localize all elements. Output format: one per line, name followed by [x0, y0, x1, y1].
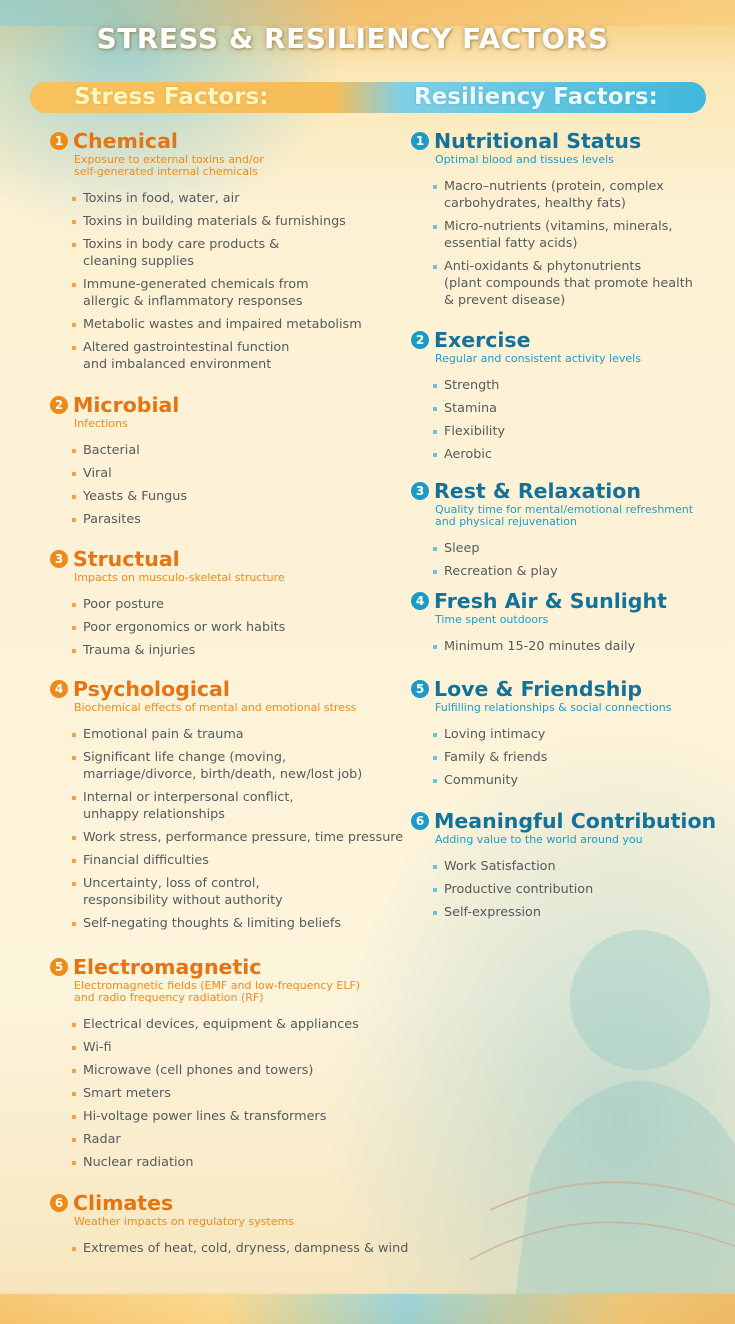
resiliency-section [411, 676, 711, 795]
resiliency-section [411, 588, 711, 661]
section-title: Chemical [73, 129, 178, 153]
bottom-color-band [0, 1294, 735, 1324]
section-subtitle: Time spent outdoors [435, 613, 549, 626]
list-item: Significant life change (moving, marriage/divorce, birth/death, new/lost job) [50, 749, 410, 783]
list-item: Parasites [50, 511, 410, 528]
list-item: Minimum 15-20 minutes daily [411, 638, 711, 655]
section-heading [411, 327, 711, 353]
list-item: Smart meters [50, 1085, 410, 1102]
list-item: Electrical devices, equipment & appliances [50, 1016, 410, 1033]
list-item: Self-expression [411, 904, 711, 921]
list-item: Extremes of heat, cold, dryness, dampness & wind [50, 1240, 410, 1257]
list-item: Uncertainty, loss of control, responsibility without authority [50, 875, 410, 909]
section-title: Exercise [434, 328, 531, 352]
section-heading [50, 954, 410, 980]
section-heading [411, 676, 711, 702]
section-subtitle: Biochemical effects of mental and emotional stress [74, 701, 357, 714]
list-item: Financial difficulties [50, 852, 410, 869]
stress-section [50, 954, 410, 1177]
list-item: Trauma & injuries [50, 642, 410, 659]
section-subtitle: Optimal blood and tissues levels [435, 153, 614, 166]
stress-section [50, 128, 410, 379]
list-item: Micro-nutrients (vitamins, minerals, essential fatty acids) [411, 218, 711, 252]
resiliency-section [411, 808, 717, 927]
list-item: Self-negating thoughts & limiting beliefs [50, 915, 410, 932]
stress-section [50, 392, 410, 534]
factor-list [411, 726, 711, 789]
list-item: Microwave (cell phones and towers) [50, 1062, 410, 1079]
section-title: Psychological [73, 677, 230, 701]
section-heading [50, 546, 410, 572]
section-title: Microbial [73, 393, 180, 417]
section-number-badge: 6 [50, 1194, 68, 1212]
list-item: Stamina [411, 400, 711, 417]
list-item: Immune-generated chemicals from allergic & inflammatory responses [50, 276, 410, 310]
section-number-badge: 6 [411, 812, 429, 830]
stress-section [50, 676, 410, 938]
list-item: Loving intimacy [411, 726, 711, 743]
section-heading [411, 128, 711, 154]
section-subtitle: Quality time for mental/emotional refreshment and physical rejuvenation [435, 503, 694, 528]
factor-list [50, 596, 410, 659]
factor-list [50, 190, 410, 373]
list-item: Hi-voltage power lines & transformers [50, 1108, 410, 1125]
list-item: Poor posture [50, 596, 410, 613]
list-item: Flexibility [411, 423, 711, 440]
factor-list [50, 442, 410, 528]
section-subtitle: Electromagnetic fields (EMF and low-frequency ELF) and radio frequency radiation (RF) [74, 979, 361, 1004]
factor-list [50, 1240, 410, 1257]
list-item: Community [411, 772, 711, 789]
section-heading [50, 128, 410, 154]
resiliency-section [411, 128, 711, 315]
list-item: Wi-fi [50, 1039, 410, 1056]
section-number-badge: 1 [50, 132, 68, 150]
factor-list [411, 178, 711, 309]
list-item: Radar [50, 1131, 410, 1148]
list-item: Anti-oxidants & phytonutrients (plant compounds that promote health & prevent disease) [411, 258, 711, 309]
list-item: Sleep [411, 540, 711, 557]
section-number-badge: 1 [411, 132, 429, 150]
section-number-badge: 2 [411, 331, 429, 349]
list-item: Aerobic [411, 446, 711, 463]
section-number-badge: 4 [411, 592, 429, 610]
list-item: Metabolic wastes and impaired metabolism [50, 316, 410, 333]
list-item: Yeasts & Fungus [50, 488, 410, 505]
section-subtitle: Adding value to the world around you [435, 833, 643, 846]
section-subtitle: Fulfilling relationships & social connections [435, 701, 672, 714]
list-item: Nuclear radiation [50, 1154, 410, 1171]
factor-list [411, 858, 711, 921]
resiliency-section [411, 327, 711, 469]
resiliency-factors-header: Resiliency Factors: [414, 84, 658, 110]
list-item: Strength [411, 377, 711, 394]
section-title: Love & Friendship [434, 677, 643, 701]
list-item: Work Satisfaction [411, 858, 711, 875]
section-heading [411, 478, 711, 504]
factor-list [411, 377, 711, 463]
page-title: STRESS & RESILIENCY FACTORS [96, 22, 609, 55]
list-item: Toxins in body care products & cleaning supplies [50, 236, 410, 270]
list-item: Family & friends [411, 749, 711, 766]
section-number-badge: 3 [50, 550, 68, 568]
section-heading [411, 808, 717, 834]
list-item: Bacterial [50, 442, 410, 459]
section-title: Meaningful Contribution [434, 809, 717, 833]
section-subtitle: Exposure to external toxins and/or self-generated internal chemicals [74, 153, 264, 178]
factor-list [411, 540, 711, 580]
section-subtitle: Weather impacts on regulatory systems [74, 1215, 294, 1228]
section-title: Electromagnetic [73, 955, 262, 979]
list-item: Emotional pain & trauma [50, 726, 410, 743]
section-heading [50, 676, 410, 702]
list-item: Toxins in food, water, air [50, 190, 410, 207]
list-item: Work stress, performance pressure, time pressure [50, 829, 410, 846]
section-heading [411, 588, 711, 614]
human-figure-illustration [470, 880, 735, 1324]
section-title: Nutritional Status [434, 129, 642, 153]
section-number-badge: 5 [50, 958, 68, 976]
list-item: Recreation & play [411, 563, 711, 580]
section-title: Fresh Air & Sunlight [434, 589, 667, 613]
stress-section [50, 1190, 410, 1263]
resiliency-section [411, 478, 711, 586]
factor-list [411, 638, 711, 655]
list-item: Macro–nutrients (protein, complex carbohydrates, healthy fats) [411, 178, 711, 212]
section-subtitle: Impacts on musculo-skeletal structure [74, 571, 285, 584]
stress-factors-header: Stress Factors: [74, 84, 269, 110]
list-item: Viral [50, 465, 410, 482]
section-subtitle: Infections [74, 417, 128, 430]
list-item: Productive contribution [411, 881, 711, 898]
section-number-badge: 5 [411, 680, 429, 698]
section-title: Rest & Relaxation [434, 479, 641, 503]
section-number-badge: 4 [50, 680, 68, 698]
factor-list [50, 726, 410, 932]
section-heading [50, 1190, 410, 1216]
list-item: Altered gastrointestinal function and imbalanced environment [50, 339, 410, 373]
section-number-badge: 3 [411, 482, 429, 500]
section-heading [50, 392, 410, 418]
stress-section [50, 546, 410, 665]
list-item: Internal or interpersonal conflict, unhappy relationships [50, 789, 410, 823]
list-item: Toxins in building materials & furnishings [50, 213, 410, 230]
list-item: Poor ergonomics or work habits [50, 619, 410, 636]
factor-list [50, 1016, 410, 1171]
section-title: Structual [73, 547, 180, 571]
section-title: Climates [73, 1191, 174, 1215]
section-number-badge: 2 [50, 396, 68, 414]
section-subtitle: Regular and consistent activity levels [435, 352, 641, 365]
